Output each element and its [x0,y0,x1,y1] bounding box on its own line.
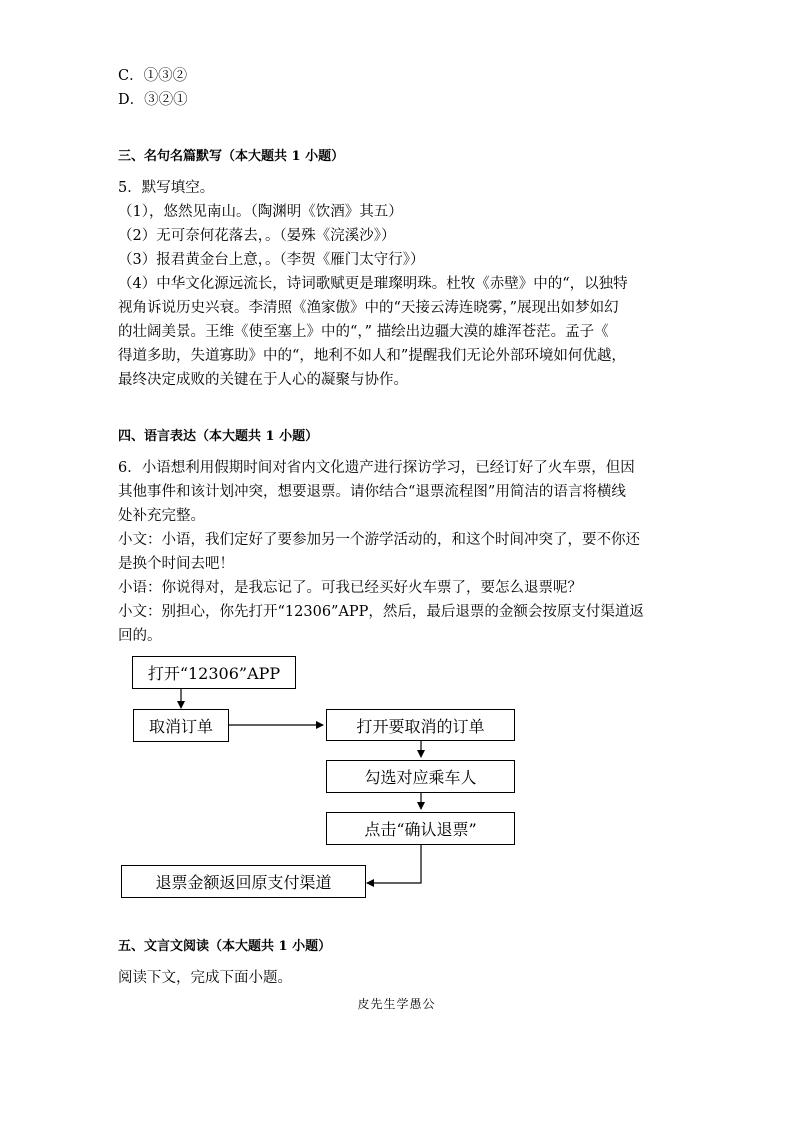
flow-step-open-app: 打开“12306”APP [132,656,296,689]
dialogue-line-5: 回的。 [118,628,162,644]
section5-heading: 五、文言文阅读（本大题共 1 小题） [118,939,332,954]
q5-item-4-line-3: 的壮阔美景。王维《使至塞上》中的“，” 描绘出边疆大漠的雄浑苍茫。孟子《 [118,324,609,340]
flow-step-cancel-order: 取消订单 [133,709,229,742]
passage-title: 皮先生学愚公 [357,997,436,1011]
q5-item-2: （2）无可奈何花落去，。（晏殊《浣溪沙》） [118,228,396,244]
section4-heading: 四、语言表达（本大题共 1 小题） [118,429,319,444]
q5-item-3: （3）报君黄金台上意，。（李贺《雁门太守行》） [118,252,425,268]
question-6-line-3: 处补充完整。 [118,508,205,524]
question-6-line-2: 其他事件和该计划冲突，想要退票。请你结合“退票流程图”用简洁的语言将横线 [118,484,626,500]
section3-heading: 三、名句名篇默写（本大题共 1 小题） [118,149,345,164]
q5-item-4-line-2: 视角诉说历史兴衰。李清照《渔家傲》中的“天接云涛连晓雾，”展现出如梦如幻 [118,300,619,316]
question-5: 5．默写填空。 [118,180,215,196]
flow-step-open-order: 打开要取消的订单 [326,709,515,741]
dialogue-line-4: 小文：别担心，你先打开“12306”APP，然后，最后退票的金额会按原支付渠道返 [118,604,644,620]
section5-intro: 阅读下文，完成下面小题。 [118,970,292,986]
question-6-line-1: 6．小语想利用假期时间对省内文化遗产进行探访学习，已经订好了火车票，但因 [118,460,635,476]
arrow-confirm-to-refund [367,845,421,883]
option-d: D．③②① [118,92,188,108]
flow-step-refund-return: 退票金额返回原支付渠道 [121,865,366,898]
dialogue-line-3: 小语：你说得对，是我忘记了。可我已经买好火车票了，要怎么退票呢？ [118,580,582,596]
q5-item-4-line-4: 得道多助，失道寡助》中的“，地利不如人和”提醒我们无论外部环境如何优越， [118,348,626,364]
dialogue-line-1: 小文：小语，我们定好了要参加另一个游学活动的，和这个时间冲突了，要不你还 [118,532,640,548]
flow-step-select-passenger: 勾选对应乘车人 [326,760,515,793]
q5-item-4-line-1: （4）中华文化源远流长，诗词歌赋更是璀璨明珠。杜牧《赤壁》中的“，以独特 [118,276,628,292]
q5-item-1: （1），悠然见南山。（陶渊明《饮酒》其五） [118,204,403,220]
q5-item-4-line-5: 最终决定成败的关键在于人心的凝聚与协作。 [118,372,408,388]
flow-step-confirm-refund: 点击“确认退票” [326,812,515,845]
dialogue-line-2: 是换个时间去吧！ [118,556,234,572]
option-c: C．①③② [118,68,188,84]
